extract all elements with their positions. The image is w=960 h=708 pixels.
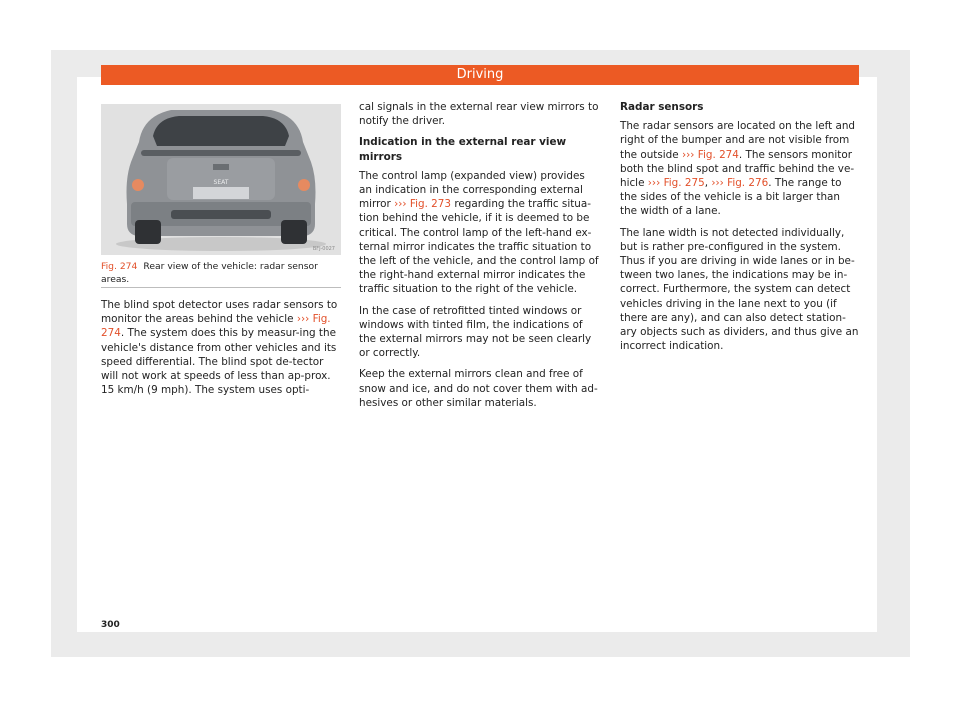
- section-header: Driving: [101, 65, 859, 85]
- paragraph: [359, 169, 601, 297]
- figure-caption: [101, 260, 341, 286]
- paragraph: [101, 298, 341, 397]
- figure-label: Fig. 274: [101, 261, 138, 272]
- text-run: regarding the traffic situa-tion behind the vehicle, if it is deemed to be critical. The control lamp of the left-hand ex-ternal mirror indicates the traffic situation to the left of the vehicle, and the control lamp of the right-hand external mirror indicates the traffic situation to the right of the vehicle.: [359, 198, 599, 296]
- figure-image-id: BFJ-0027: [312, 246, 335, 252]
- figure-274: [101, 104, 341, 255]
- fig-275-link[interactable]: ››› Fig. 275: [647, 177, 705, 190]
- fig-274-link[interactable]: ››› Fig. 274: [101, 313, 331, 340]
- text-run: The control lamp (expanded view) provides an indication in the corresponding external mirror: [359, 169, 585, 211]
- text-run: . The sensors monitor both the blind spot and traffic behind the ve-hicle: [620, 148, 855, 190]
- section-heading: Indication in the external rear view mirrors: [359, 136, 567, 163]
- column-1: [101, 298, 341, 404]
- paragraph: [620, 119, 860, 218]
- caption-divider: [101, 287, 341, 288]
- text-run: . The system does this by measur-ing the vehicle's distance from other vehicles and its speed differential. The blind spot de-tector will not work at speeds of less than ap-prox. 15 km/h (9 mph). The system uses opti-: [101, 327, 337, 397]
- text-run: The radar sensors are located on the left and right of the bumper and are not visible from the outside: [620, 120, 856, 161]
- figure-caption-text: Rear view of the vehicle: radar sensor areas.: [101, 261, 318, 285]
- column-3: [620, 100, 860, 360]
- right-radar-sensor-area: [298, 179, 310, 191]
- paragraph: Keep the external mirrors clean and free of snow and ice, and do not cover them with ad-hesives or other similar materials.: [359, 368, 598, 409]
- page-number: 300: [101, 620, 120, 630]
- left-radar-sensor-area: [132, 179, 144, 191]
- fig-274-link[interactable]: ››› Fig. 274: [681, 148, 739, 161]
- car-rear-illustration: [101, 104, 341, 255]
- paragraph: The lane width is not detected individually, but is rather pre-configured in the system. Thus if you are driving in wide lanes or in be-tween two lanes, the indications may be in-correct. Furthermore, the system can detect vehicles driving in the lane next to you (if there are any), and can also detect station-ary objects such as dividers, and thus give an incorrect indication.: [620, 226, 859, 353]
- paragraph: cal signals in the external rear view mirrors to notify the driver.: [359, 101, 599, 128]
- column-2: [359, 100, 601, 417]
- text-run: . The range to the sides of the vehicle is a bit larger than the width of a lane.: [620, 177, 842, 218]
- brand-badge: SEAT: [213, 179, 229, 186]
- section-heading: Radar sensors: [620, 101, 704, 113]
- fig-273-link[interactable]: ››› Fig. 273: [394, 198, 452, 211]
- fig-276-link[interactable]: ››› Fig. 276: [711, 177, 769, 190]
- text-run: The blind spot detector uses radar sensors to monitor the areas behind the vehicle: [101, 299, 338, 326]
- text-run: ,: [704, 177, 712, 190]
- paragraph: In the case of retrofitted tinted windows or windows with tinted film, the indications of the external mirrors may not be seen clearly or correctly.: [359, 304, 592, 360]
